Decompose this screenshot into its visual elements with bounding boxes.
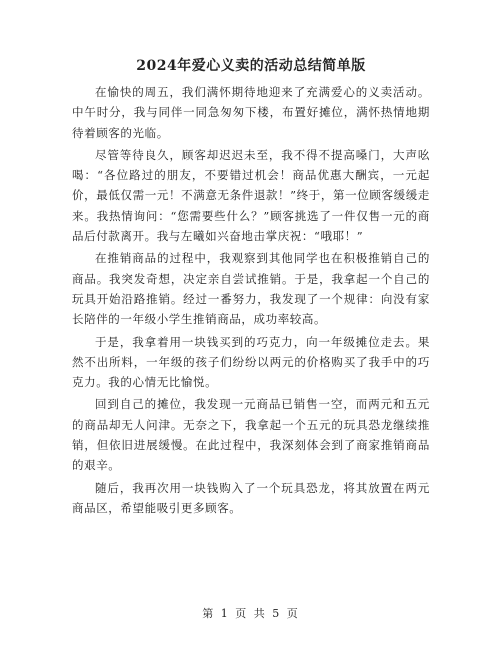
paragraph-1: 在愉快的周五，我们满怀期待地迎来了充满爱心的义卖活动。中午时分，我与同伴一同急匆匆下楼，布置好摊位，满怀热情地期待着顾客的光临。	[72, 85, 430, 140]
paragraph-2: 尽管等待良久，顾客却迟迟未至，我不得不提高嗓门，大声吆喝：“各位路过的朋友，不要错过机会！商品优惠大酬宾，一元起价，最低仅需一元！不满意无条件退款！”终于，第一位顾客缓缓走来。我热情询问：“您需要些什么？”顾客挑选了一件仅售一元的商品后付款离开。我与左曦如兴奋地击掌庆祝：“哦耶！”	[72, 147, 430, 244]
paragraph-5: 回到自己的摊位，我发现一元商品已销售一空，而两元和五元的商品却无人问津。无奈之下，我拿起一个五元的玩具恐龙继续推销，但依旧进展缓慢。在此过程中，我深刻体会到了商家推销商品的艰辛。	[72, 397, 430, 473]
document-title: 2024年爱心义卖的活动总结简单版	[136, 58, 366, 74]
paragraph-4: 于是，我拿着用一块钱买到的巧克力，向一年级摊位走去。果然不出所料，一年级的孩子们纷纷以两元的价格购买了我手中的巧克力。我的心情无比愉悦。	[72, 334, 430, 390]
paragraph-6: 随后，我再次用一块钱购入了一个玩具恐龙，将其放置在两元商品区，希望能吸引更多顾客。	[72, 480, 430, 515]
page-number-footer: 第 1 页 共 5 页	[202, 607, 300, 620]
paragraph-3: 在推销商品的过程中，我观察到其他同学也在积极推销自己的商品。我突发奇想，决定亲自尝试推销。于是，我拿起一个自己的玩具开始沿路推销。经过一番努力，我发现了一个规律：向没有家长陪伴的一年级小学生推销商品，成功率较高。	[72, 251, 430, 327]
document-body	[72, 82, 430, 520]
